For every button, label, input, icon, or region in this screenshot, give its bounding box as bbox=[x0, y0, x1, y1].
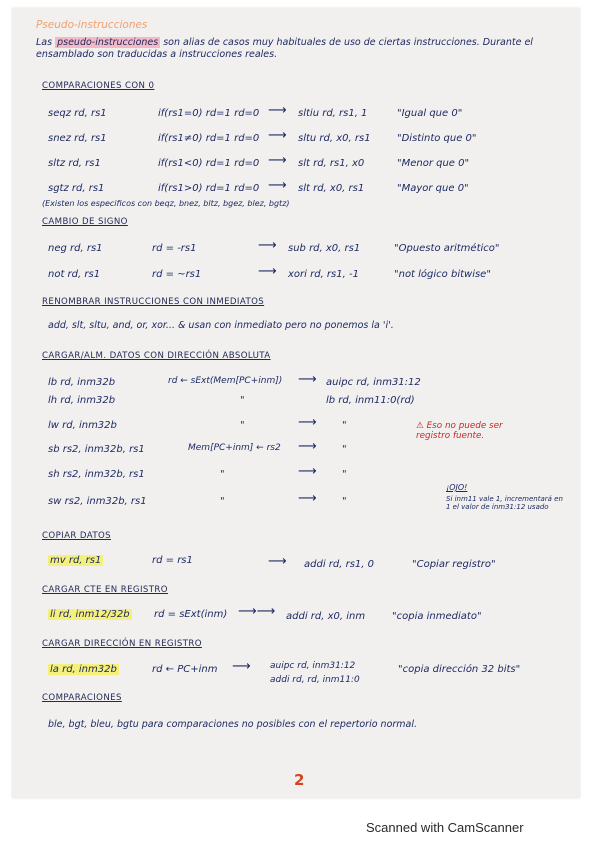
warning-note: ⚠ Eso no puede ser registro fuente. bbox=[416, 421, 503, 441]
instr-la-text: la rd, inm32b bbox=[50, 664, 117, 675]
real-not: xori rd, rs1, -1 bbox=[288, 269, 359, 280]
section-heading-cargar-cte: CARGAR CTE EN REGISTRO bbox=[42, 585, 168, 595]
desc-li: "copia inmediato" bbox=[392, 611, 482, 622]
instr-sb: sb rs2, inm32b, rs1 bbox=[48, 444, 145, 455]
arrow-right-icon: ⟶⟶ bbox=[238, 604, 276, 619]
desc-sltz: "Menor que 0" bbox=[397, 158, 470, 169]
real-mv: addi rd, rs1, 0 bbox=[304, 559, 374, 570]
semantics-sw: " bbox=[220, 496, 225, 507]
semantics-sh: " bbox=[220, 469, 225, 480]
semantics-li: rd = sExt(inm) bbox=[154, 609, 228, 620]
intro-highlight: pseudo-instrucciones bbox=[57, 37, 159, 48]
footnote-branches: (Existen los especificos con beqz, bnez, bltz, bgez, blez, bgtz) bbox=[42, 199, 290, 208]
arrow-right-icon: ⟶ bbox=[298, 464, 317, 479]
real-neg: sub rd, x0, rs1 bbox=[288, 243, 361, 254]
semantics-lh: " bbox=[240, 395, 245, 406]
desc-la: "copia dirección 32 bits" bbox=[398, 664, 521, 675]
section-heading-cambio-signo: CAMBIO DE SIGNO bbox=[42, 217, 128, 227]
scanned-notes-page bbox=[12, 8, 580, 798]
semantics-la: rd ← PC+inm bbox=[152, 664, 218, 675]
instr-seqz: seqz rd, rs1 bbox=[48, 108, 107, 119]
desc-seqz: "Igual que 0" bbox=[397, 108, 463, 119]
section-heading-comparaciones: COMPARACIONES bbox=[42, 693, 122, 703]
intro-line-2: ensamblado son traducidas a instrucciones reales. bbox=[36, 49, 278, 60]
semantics-sgtz: if(rs1>0) rd=1 rd=0 bbox=[158, 183, 260, 194]
section-heading-cargar-direccion: CARGAR DIRECCIÓN EN REGISTRO bbox=[42, 639, 202, 649]
real-lb-line2: lb rd, inm11:0(rd) bbox=[326, 395, 415, 406]
instr-li bbox=[48, 609, 132, 620]
section-heading-renombrar: RENOMBRAR INSTRUCCIONES CON INMEDIATOS bbox=[42, 297, 265, 307]
page-title: Pseudo-instrucciones bbox=[36, 19, 148, 31]
real-snez: sltu rd, x0, rs1 bbox=[298, 133, 371, 144]
instr-li-text: li rd, inm12/32b bbox=[50, 609, 130, 620]
instr-sh: sh rs2, inm32b, rs1 bbox=[48, 469, 145, 480]
intro-prefix: Las bbox=[36, 37, 53, 48]
ojo-label: ¡OJO! bbox=[446, 483, 468, 492]
section-heading-cargar-almacenar: CARGAR/ALM. DATOS CON DIRECCIÓN ABSOLUTA bbox=[42, 351, 271, 361]
instr-not: not rd, rs1 bbox=[48, 269, 101, 280]
arrow-right-icon: ⟶ bbox=[298, 439, 317, 454]
instr-la bbox=[48, 664, 119, 675]
semantics-neg: rd = -rs1 bbox=[152, 243, 197, 254]
instr-mv-text: mv rd, rs1 bbox=[50, 555, 102, 566]
instr-sltz: sltz rd, rs1 bbox=[48, 158, 101, 169]
instr-lh: lh rd, inm32b bbox=[48, 395, 116, 406]
scanner-watermark: Scanned with CamScanner bbox=[366, 820, 524, 835]
semantics-lw: " bbox=[240, 420, 245, 431]
intro-line-1 bbox=[36, 38, 533, 48]
instr-sgtz: sgtz rd, rs1 bbox=[48, 183, 105, 194]
arrow-right-icon: ⟶ bbox=[258, 238, 277, 253]
arrow-right-icon: ⟶ bbox=[298, 415, 317, 430]
semantics-snez: if(rs1≠0) rd=1 rd=0 bbox=[158, 133, 260, 144]
real-sb: " bbox=[342, 444, 347, 455]
semantics-mv: rd = rs1 bbox=[152, 555, 193, 566]
intro-rest: son alias de casos muy habituales de uso de ciertas instrucciones. Durante el bbox=[163, 37, 533, 48]
desc-snez: "Distinto que 0" bbox=[397, 133, 477, 144]
real-li: addi rd, x0, inm bbox=[286, 611, 366, 622]
arrow-right-icon: ⟶ bbox=[268, 128, 287, 143]
real-seqz: sltiu rd, rs1, 1 bbox=[298, 108, 368, 119]
arrow-right-icon: ⟶ bbox=[268, 178, 287, 193]
desc-mv: "Copiar registro" bbox=[412, 559, 496, 570]
comparaciones-text: ble, bgt, bleu, bgtu para comparaciones no posibles con el repertorio normal. bbox=[48, 719, 418, 730]
arrow-right-icon: ⟶ bbox=[268, 153, 287, 168]
instr-lb: lb rd, inm32b bbox=[48, 377, 116, 388]
real-la-line1: auipc rd, inm31:12 bbox=[270, 661, 356, 671]
real-sh: " bbox=[342, 469, 347, 480]
semantics-lb: rd ← sExt(Mem[PC+inm]) bbox=[168, 376, 283, 386]
renombrar-text: add, slt, sltu, and, or, xor... & usan con inmediato pero no ponemos la 'i'. bbox=[48, 320, 394, 331]
arrow-right-icon: ⟶ bbox=[268, 554, 287, 569]
real-la-line2: addi rd, rd, inm11:0 bbox=[270, 675, 360, 685]
real-lw: " bbox=[342, 420, 347, 431]
instr-lw: lw rd, inm32b bbox=[48, 420, 117, 431]
arrow-right-icon: ⟶ bbox=[298, 372, 317, 387]
arrow-right-icon: ⟶ bbox=[298, 491, 317, 506]
real-sgtz: slt rd, x0, rs1 bbox=[298, 183, 365, 194]
real-sltz: slt rd, rs1, x0 bbox=[298, 158, 365, 169]
arrow-right-icon: ⟶ bbox=[232, 659, 251, 674]
instr-neg: neg rd, rs1 bbox=[48, 243, 103, 254]
instr-sw: sw rs2, inm32b, rs1 bbox=[48, 496, 147, 507]
desc-neg: "Opuesto aritmético" bbox=[394, 243, 500, 254]
ojo-text: Si inm11 vale 1, incrementará en 1 el valor de inm31:12 usado bbox=[446, 495, 563, 511]
real-sw: " bbox=[342, 496, 347, 507]
semantics-sltz: if(rs1<0) rd=1 rd=0 bbox=[158, 158, 260, 169]
arrow-right-icon: ⟶ bbox=[258, 264, 277, 279]
instr-mv bbox=[48, 555, 103, 566]
semantics-sb: Mem[PC+inm] ← rs2 bbox=[188, 443, 281, 453]
desc-sgtz: "Mayor que 0" bbox=[397, 183, 469, 194]
real-lb-line1: auipc rd, inm31:12 bbox=[326, 377, 421, 388]
desc-not: "not lógico bitwise" bbox=[394, 269, 491, 280]
arrow-right-icon: ⟶ bbox=[268, 103, 287, 118]
instr-snez: snez rd, rs1 bbox=[48, 133, 107, 144]
page-number: 2 bbox=[294, 771, 305, 789]
section-heading-copiar-datos: COPIAR DATOS bbox=[42, 531, 112, 541]
section-heading-comparaciones-cero: COMPARACIONES CON 0 bbox=[42, 81, 155, 91]
semantics-seqz: if(rs1=0) rd=1 rd=0 bbox=[158, 108, 260, 119]
semantics-not: rd = ~rs1 bbox=[152, 269, 202, 280]
